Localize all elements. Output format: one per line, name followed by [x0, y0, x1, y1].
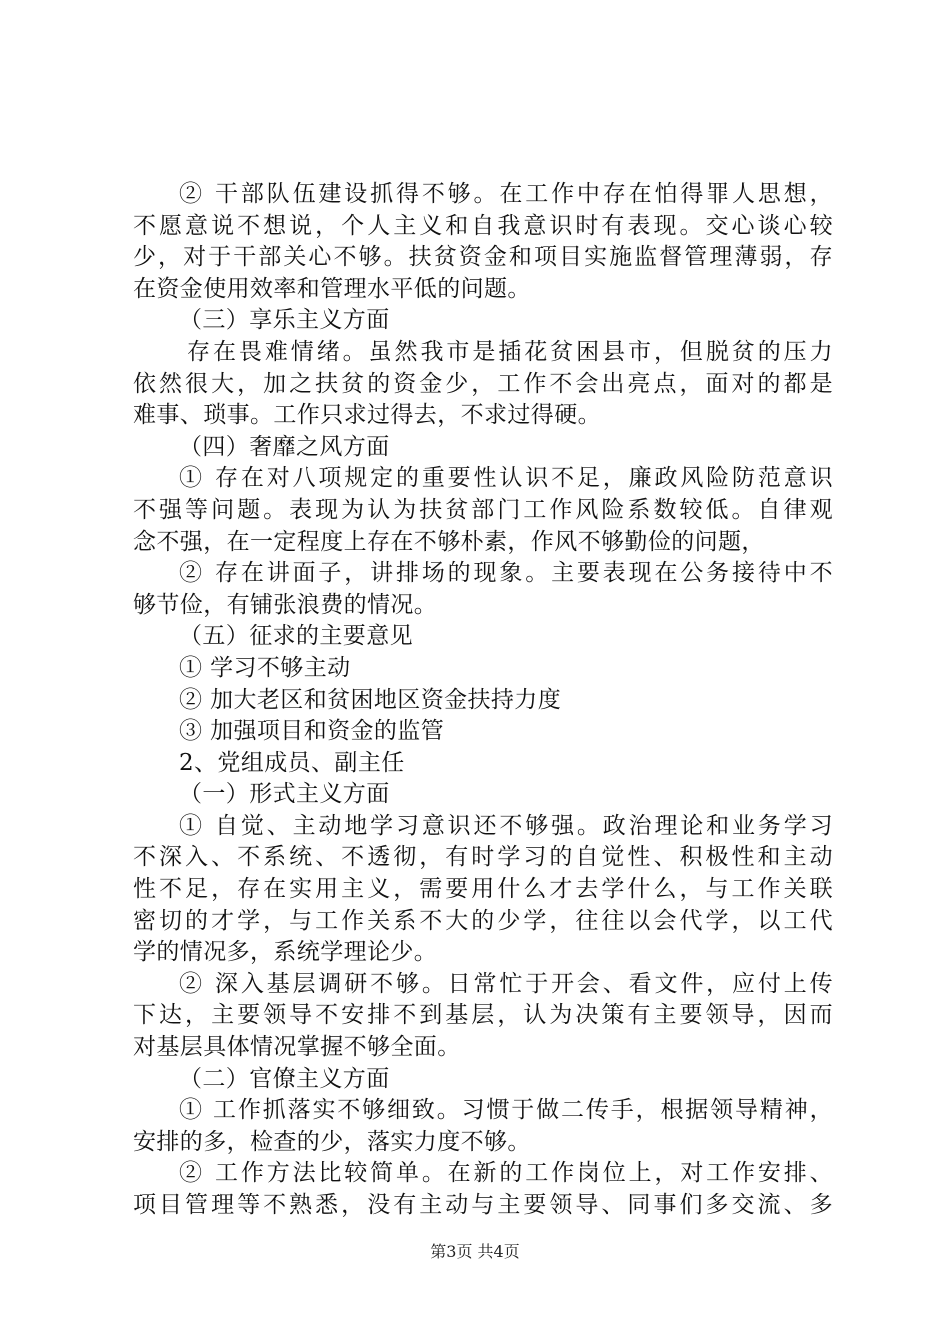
text-line: 依然很大，加之扶贫的资金少，工作不会出亮点，面对的都是: [133, 370, 833, 397]
text-line: （二）官僚主义方面: [179, 1065, 390, 1092]
text-line: 2、党组成员、副主任: [179, 749, 405, 776]
text-line: 难事、琐事。工作只求过得去，不求过得硬。: [133, 402, 601, 429]
text-line: ① 工作抓落实不够细致。习惯于做二传手，根据领导精神，: [179, 1097, 833, 1124]
text-line: 安排的多，检查的少，落实力度不够。: [133, 1128, 531, 1155]
document-body: [133, 179, 833, 1222]
text-line: ① 学习不够主动: [179, 654, 351, 681]
text-line: 项目管理等不熟悉，没有主动与主要领导、同事们多交流、多: [133, 1192, 833, 1218]
text-line: ② 存在讲面子，讲排场的现象。主要表现在公务接待中不: [179, 560, 833, 587]
text-line: （四）奢靡之风方面: [179, 433, 390, 460]
text-line: 学的情况多，系统学理论少。: [133, 939, 438, 966]
text-line: 性不足，存在实用主义，需要用什么才去学什么，与工作关联: [133, 876, 833, 903]
text-line: （一）形式主义方面: [179, 781, 390, 808]
text-line: ③ 加强项目和资金的监管: [179, 718, 445, 745]
text-line: 够节俭，有铺张浪费的情况。: [133, 591, 438, 618]
text-line: 不深入、不系统、不透彻，有时学习的自觉性、积极性和主动: [133, 844, 833, 871]
text-line: ① 自觉、主动地学习意识还不够强。政治理论和业务学习: [179, 812, 833, 839]
page-footer: 第3页 共4页: [430, 1242, 520, 1261]
text-line: ① 存在对八项规定的重要性认识不足，廉政风险防范意识: [179, 465, 833, 492]
text-line: 对基层具体情况掌握不够全面。: [133, 1034, 461, 1061]
text-line: 在资金使用效率和管理水平低的问题。: [133, 275, 531, 302]
text-line: 不愿意说不想说，个人主义和自我意识时有表现。交心谈心较: [133, 212, 833, 239]
text-line: ② 干部队伍建设抓得不够。在工作中存在怕得罪人思想，: [179, 181, 833, 207]
text-line: （五）征求的主要意见: [179, 623, 413, 650]
text-line: 少，对于干部关心不够。扶贫资金和项目实施监督管理薄弱，存: [133, 244, 833, 271]
text-line: ② 深入基层调研不够。日常忙于开会、看文件，应付上传: [179, 970, 833, 997]
text-line: （三）享乐主义方面: [179, 307, 390, 334]
text-line: 下达，主要领导不安排不到基层，认为决策有主要领导，因而: [133, 1002, 833, 1029]
text-line: 存在畏难情绪。虽然我市是插花贫困县市，但脱贫的压力: [187, 338, 833, 365]
text-line: 不强等问题。表现为认为扶贫部门工作风险系数较低。自律观: [133, 496, 833, 523]
text-line: 念不强，在一定程度上存在不够朴素，作风不够勤俭的问题，: [133, 528, 765, 555]
text-line: 密切的才学，与工作关系不大的少学，往往以会代学，以工代: [133, 907, 833, 934]
text-line: ② 加大老区和贫困地区资金扶持力度: [179, 686, 562, 713]
text-line: ② 工作方法比较简单。在新的工作岗位上，对工作安排、: [179, 1160, 833, 1187]
